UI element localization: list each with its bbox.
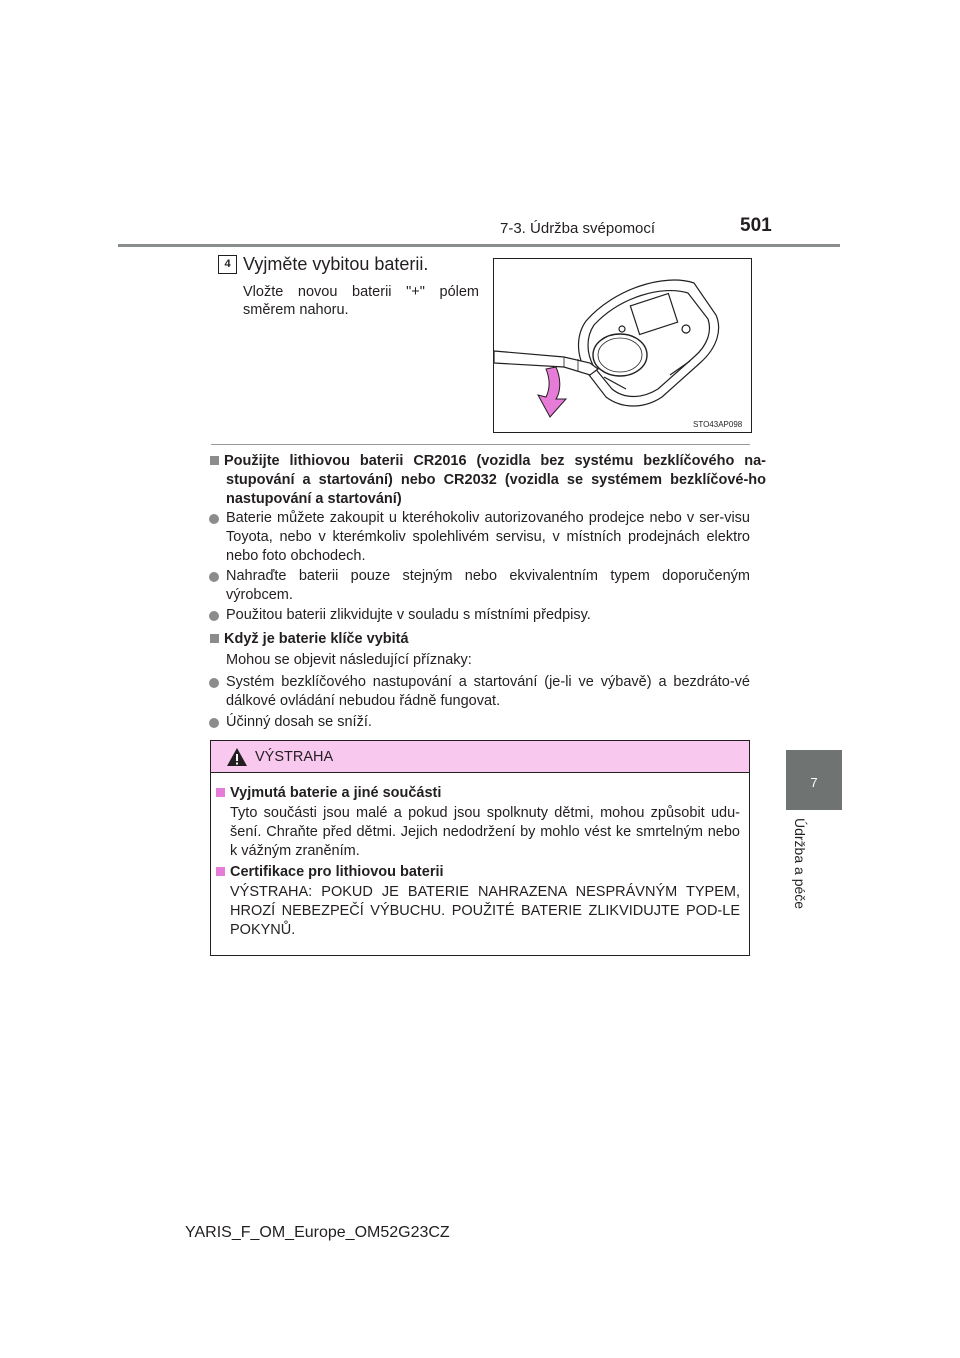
list-item: Účinný dosah se sníží. [226,713,750,732]
illustration-code: STO43AP098 [693,420,743,429]
low-battery-intro: Mohou se objevit následující příznaky: [226,652,472,668]
battery-type-heading: Použijte lithiovou baterii CR2016 (vozidla bez systému bezklíčového na-stupování a startování) nebo CR2032 (vozidla se systémem bezklíčové-ho nastupování a startování) [210,452,766,509]
square-bullet-icon [210,634,219,643]
list-item: Baterie můžete zakoupit u kteréhokoliv autorizovaného prodejce nebo v ser-visu Toyota, nebo v kterémkoliv spolehlivém servisu, v místních prodejnách elektro nebo foto obchodech. [226,509,750,566]
list-item: Použitou baterii zlikvidujte v souladu s místními předpisy. [226,606,750,625]
list-item: Systém bezklíčového nastupování a startování (je-li ve výbavě) a bezdráto-vé dálkové ovládání nebudou řádně fungovat. [226,673,750,711]
step-description: Vložte novou baterii "+" pólem směrem nahoru. [243,284,479,318]
header-rule [118,244,840,247]
section-divider [211,444,750,445]
warning-item-heading: Certifikace pro lithiovou baterii [216,863,726,882]
down-arrow-icon [538,367,566,417]
warning-triangle-icon [226,747,248,772]
document-footer: YARIS_F_OM_Europe_OM52G23CZ [185,1224,450,1241]
warning-item-heading: Vyjmutá baterie a jiné součásti [216,784,726,803]
round-bullet-icon [209,514,219,524]
round-bullet-icon [209,572,219,582]
round-bullet-icon [209,718,219,728]
round-bullet-icon [209,611,219,621]
chapter-label: Údržba a péče [792,818,808,910]
round-bullet-icon [209,678,219,688]
square-bullet-icon [216,788,225,797]
square-bullet-icon [216,867,225,876]
step-number-badge: 4 [218,255,237,274]
square-bullet-icon [210,456,219,465]
warning-item-text: Tyto součásti jsou malé a pokud jsou spolknuty dětmi, mohou způsobit udu-šení. Chraňte před dětmi. Jejich nedodržení by mohlo vést ke smrtelným nebo k vážným zraněním. [230,805,740,859]
list-item: Nahraďte baterii pouze stejným nebo ekvivalentním typem doporučeným výrobcem. [226,567,750,605]
page-number: 501 [740,215,772,236]
section-title: 7-3. Údržba svépomocí [500,220,656,237]
warning-item-text: VÝSTRAHA: POKUD JE BATERIE NAHRAZENA NESPRÁVNÝM TYPEM, HROZÍ NEBEZPEČÍ VÝBUCHU. POUŽITÉ BATERIE ZLIKVIDUJTE POD-LE POKYNŮ. [230,884,740,938]
chapter-number: 7 [810,775,818,790]
key-battery-illustration [493,258,752,433]
warning-title: VÝSTRAHA [255,749,334,765]
low-battery-heading: Když je baterie klíče vybitá [210,630,750,649]
step-title: Vyjměte vybitou baterii. [243,254,429,274]
